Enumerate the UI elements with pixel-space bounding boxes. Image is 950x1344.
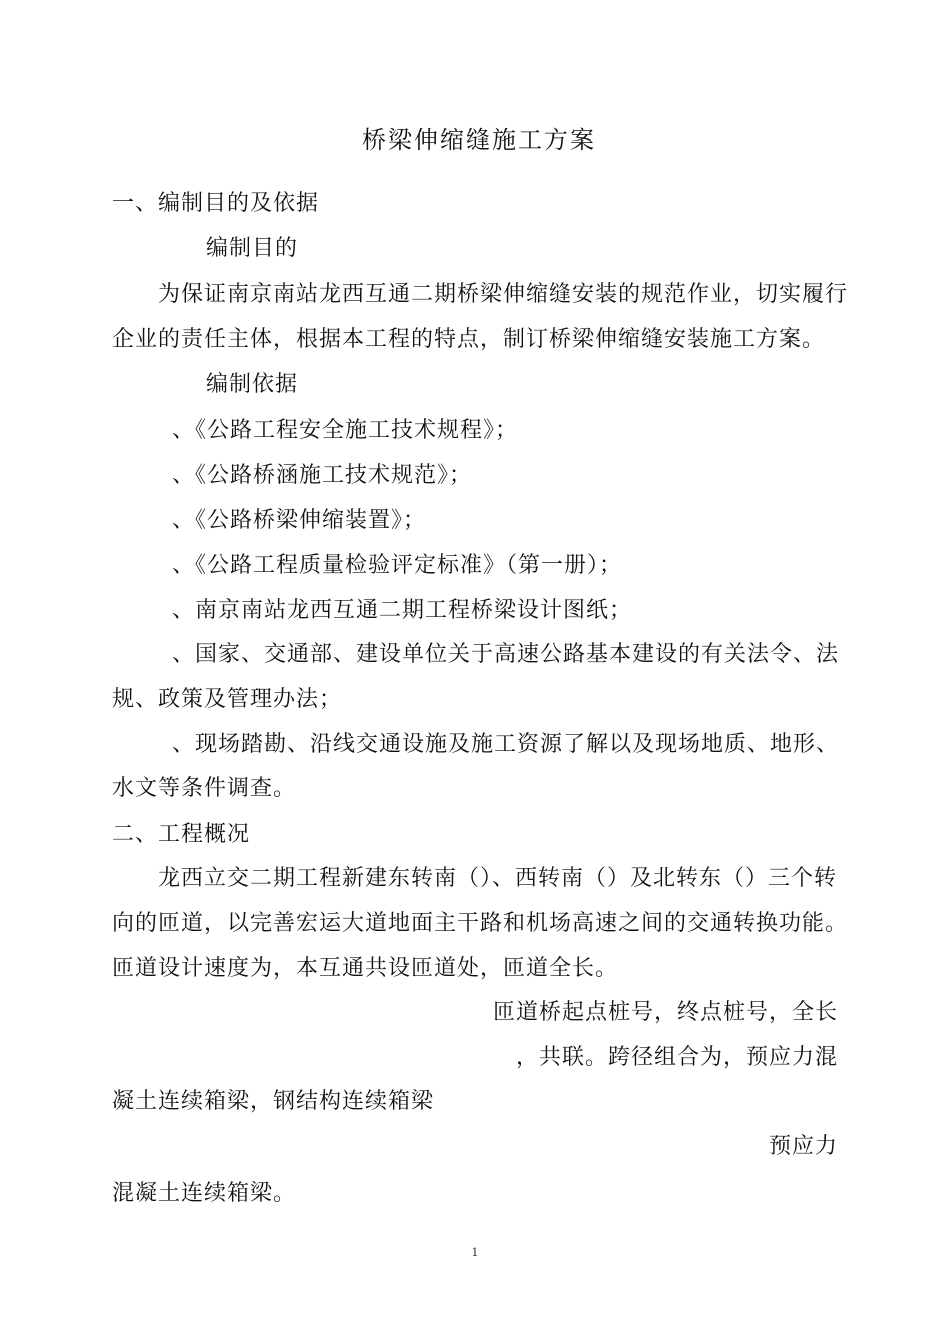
list-item: 、南京南站龙西互通二期工程桥梁设计图纸； bbox=[172, 598, 633, 623]
paragraph-line: 龙西立交二期工程新建东转南（）、西转南（）及北转东（）三个转 bbox=[158, 866, 838, 891]
paragraph-line: 为保证南京南站龙西互通二期桥梁伸缩缝安装的规范作业，切实履行 bbox=[158, 282, 849, 307]
paragraph-line: 凝土连续箱梁，钢结构连续箱梁 bbox=[112, 1089, 435, 1114]
paragraph-line: 匝道桥起点桩号，终点桩号，全长 bbox=[492, 1000, 838, 1025]
page-number: 1 bbox=[471, 1246, 479, 1259]
list-item: 、《公路桥梁伸缩装置》； bbox=[172, 508, 427, 533]
list-item: 、《公路工程安全施工技术规程》； bbox=[172, 418, 519, 443]
subheading-purpose: 编制目的 bbox=[206, 236, 299, 261]
paragraph-line: 匝道设计速度为，本互通共设匝道处，匝道全长。 bbox=[112, 956, 619, 981]
list-item: 、《公路桥涵施工技术规范》； bbox=[172, 463, 473, 488]
subheading-basis: 编制依据 bbox=[206, 372, 299, 397]
list-item-continued: 规、政策及管理办法； bbox=[112, 687, 343, 712]
list-item-continued: 水文等条件调查。 bbox=[112, 776, 297, 801]
section-heading-1: 一、编制目的及依据 bbox=[112, 191, 320, 216]
list-item: 、现场踏勘、沿线交通设施及施工资源了解以及现场地质、地形、 bbox=[172, 732, 840, 757]
paragraph-line: ，共联。跨径组合为，预应力混 bbox=[515, 1045, 838, 1070]
paragraph-line: 预应力 bbox=[768, 1134, 838, 1159]
document-title: 桥梁伸缩缝施工方案 bbox=[362, 126, 596, 154]
list-item: 、《公路工程质量检验评定标准》（第一册）； bbox=[172, 553, 623, 578]
list-item: 、国家、交通部、建设单位关于高速公路基本建设的有关法令、法 bbox=[172, 642, 840, 667]
paragraph-line: 企业的责任主体，根据本工程的特点，制订桥梁伸缩缝安装施工方案。 bbox=[112, 327, 826, 352]
section-heading-2: 二、工程概况 bbox=[112, 822, 251, 847]
paragraph-line: 混凝土连续箱梁。 bbox=[112, 1181, 297, 1206]
paragraph-line: 向的匝道，以完善宏运大道地面主干路和机场高速之间的交通转换功能。 bbox=[112, 911, 849, 936]
